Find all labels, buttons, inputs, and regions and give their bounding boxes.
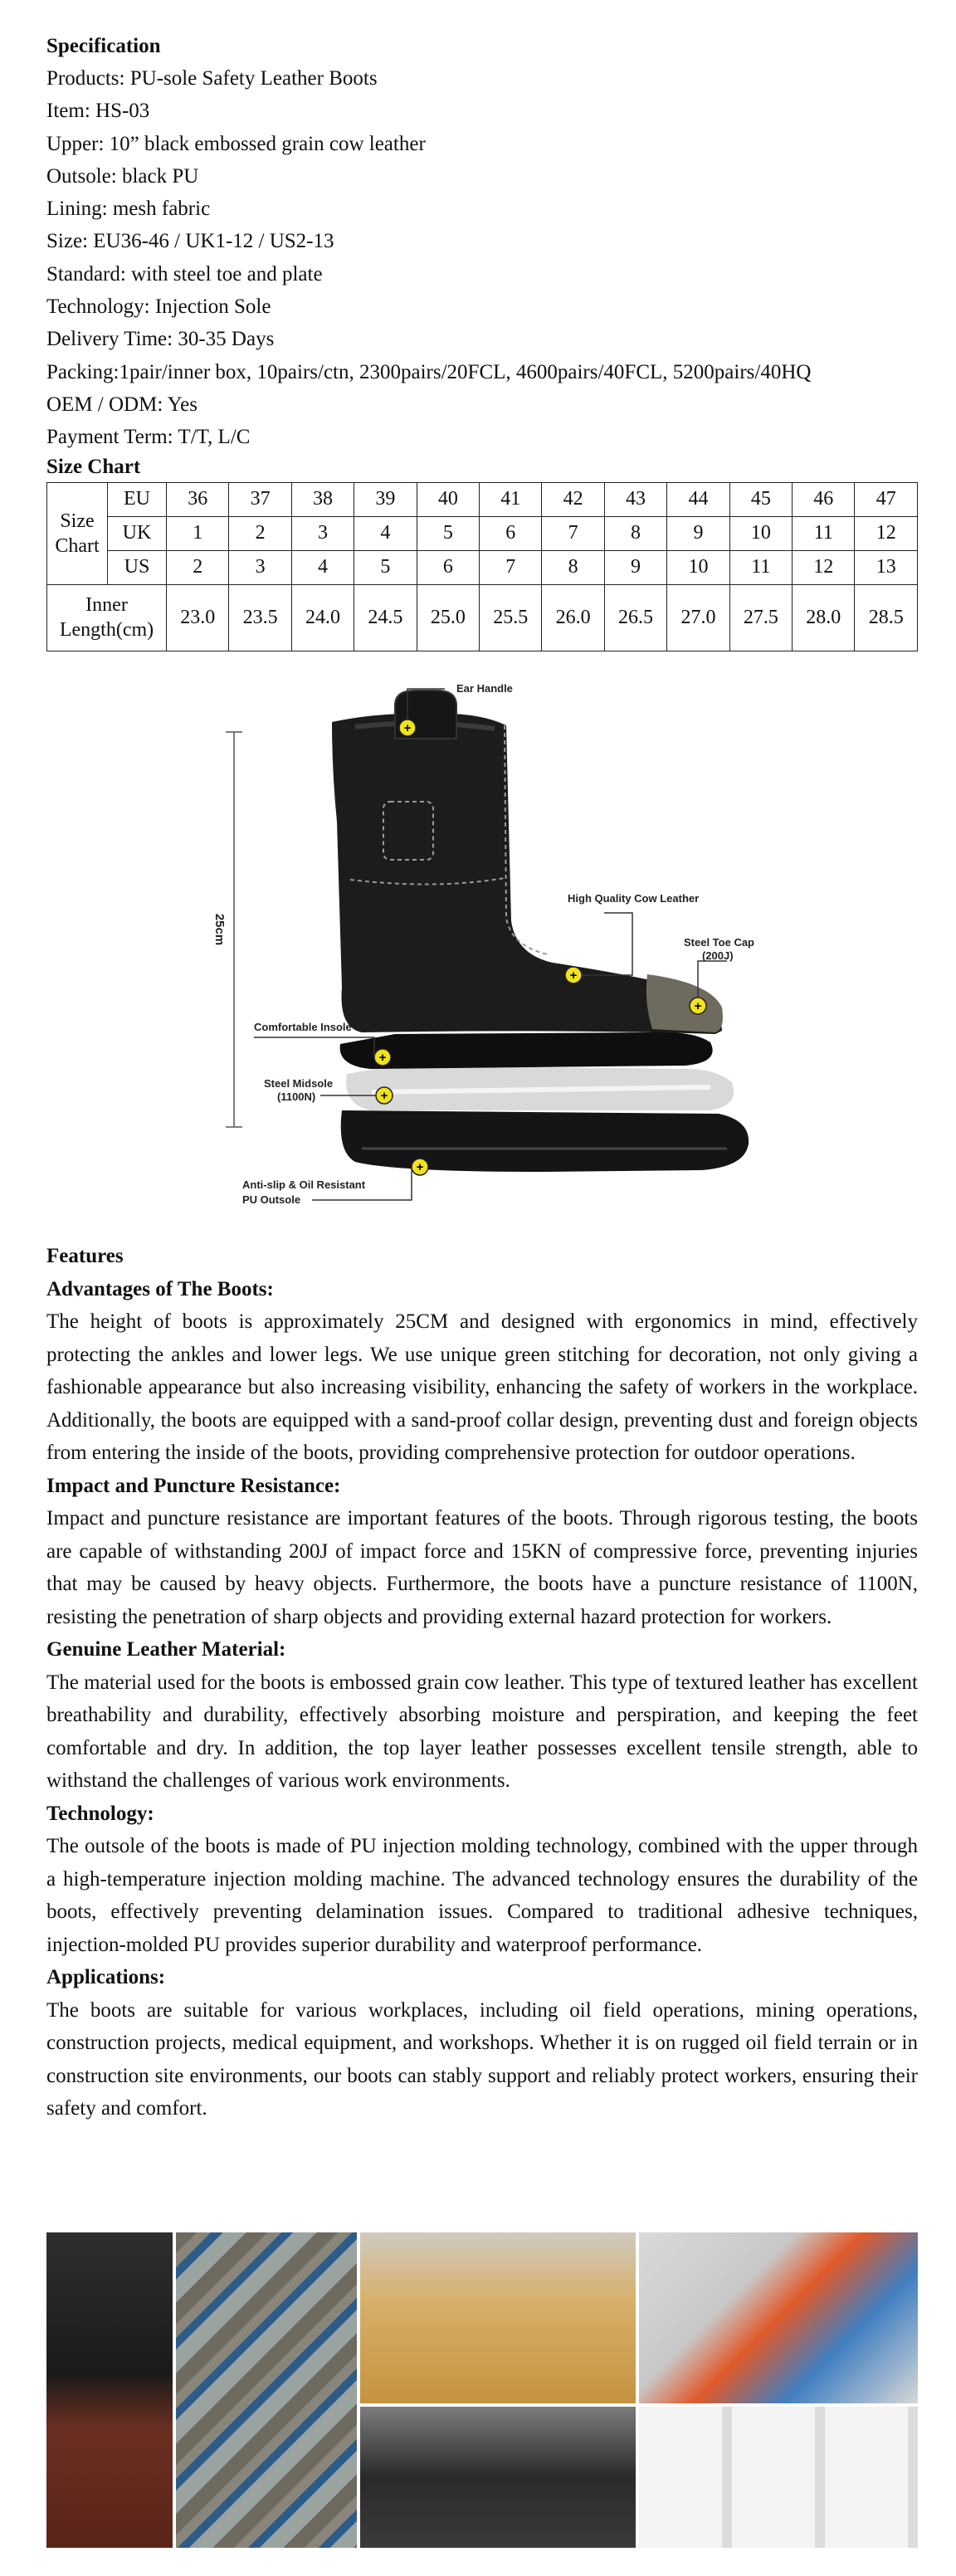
section-body: The material used for the boots is embossed grain cow leather. This type of textured leather has excellent breathability and durability, effectively absorbing moisture and perspiration, and keeping the feet comfortable and dry. In addition, the top layer leather possesses excellent tensile strength, able to withstand the challenges of various work environments.: [46, 1671, 918, 1792]
size-cell: 9: [604, 550, 666, 584]
size-cell: 47: [855, 482, 918, 516]
size-cell: 7: [480, 550, 542, 584]
size-cell: 13: [855, 550, 918, 584]
size-cell: 3: [291, 516, 354, 550]
size-cell: 8: [542, 550, 604, 584]
section-body: The height of boots is approximately 25CM and designed with ergonomics in mind, effectively protecting the ankles and lower legs. We use unique green stitching for decoration, not only giving a fashionable appearance but also increasing visibility, enhancing the safety of workers in the workplace. Additionally, the boots are equipped with a sand-proof collar design, preventing dust and foreign objects from entering the inside of the boots, providing comprehensive protection for outdoor operations.: [46, 1310, 918, 1464]
spec-list: [46, 62, 918, 454]
length-cell: 24.5: [354, 584, 417, 651]
photo-testing-equipment: [639, 2232, 918, 2403]
size-cell: 3: [229, 550, 291, 584]
size-cell: 5: [417, 516, 479, 550]
callout-ear-handle: Ear Handle: [456, 682, 513, 695]
length-cell: 27.0: [667, 584, 729, 651]
svg-text:+: +: [378, 1051, 387, 1065]
size-cell: 41: [480, 482, 542, 516]
photo-workshop-materials: [176, 2232, 357, 2548]
callout-steel-toe-sub: (200J): [702, 949, 734, 962]
size-cell: 46: [793, 482, 855, 516]
callout-midsole-sub: (1100N): [277, 1090, 316, 1103]
size-cell: 12: [793, 550, 855, 584]
size-cell: 7: [542, 516, 604, 550]
section-heading: Impact and Puncture Resistance:: [46, 1474, 341, 1497]
size-chart-table: [46, 482, 918, 651]
size-cell: 8: [604, 516, 666, 550]
callout-insole: Comfortable Insole: [254, 1021, 352, 1033]
spec-line: Outsole: black PU: [46, 164, 199, 188]
callout-marker: [690, 998, 706, 1014]
size-cell: 43: [604, 482, 666, 516]
section-heading: Technology:: [46, 1802, 154, 1825]
steel-toe-cap: [646, 974, 723, 1032]
callout-steel-toe: Steel Toe Cap: [684, 936, 755, 949]
section-heading: Genuine Leather Material:: [46, 1638, 286, 1661]
size-cell: 6: [480, 516, 542, 550]
callout-marker: [412, 1159, 428, 1175]
section-body: The outsole of the boots is made of PU injection molding technology, combined with the upper through a high-temperature injection molding machine. The advanced technology ensures the durability of the boots, effectively preventing delamination issues. Compared to traditional adhesive techniques, injection-molded PU provides superior durability and waterproof performance.: [46, 1835, 918, 1956]
length-cell: 28.5: [855, 584, 918, 651]
photo-tan-boots: [360, 2232, 636, 2403]
size-chart-title: Size Chart: [46, 455, 141, 478]
section-heading: Applications:: [46, 1966, 166, 1988]
height-label: 25cm: [212, 913, 227, 946]
spec-line: Size: EU36-46 / UK1-12 / US2-13: [46, 230, 334, 253]
size-cell: 37: [229, 482, 291, 516]
spec-line: Payment Term: T/T, L/C: [46, 426, 251, 449]
size-cell: 36: [167, 482, 229, 516]
length-cell: 26.5: [604, 584, 666, 651]
length-cell: 25.0: [417, 584, 479, 651]
svg-text:+: +: [569, 968, 578, 983]
size-cell: 42: [542, 482, 604, 516]
outsole-shape: [341, 1110, 749, 1172]
length-cell: 24.0: [291, 584, 354, 651]
callout-midsole: Steel Midsole: [264, 1077, 334, 1090]
length-cell: 23.0: [167, 584, 229, 651]
size-cell: 40: [417, 482, 479, 516]
spec-line: Technology: Injection Sole: [46, 295, 271, 319]
size-cell: 38: [291, 482, 354, 516]
section-body: The boots are suitable for various workplaces, including oil field operations, mining operations, construction projects, medical equipment, and workshops. Whether it is on rugged oil field terrain or in construction site environments, our boots can stably support and reliably protect workers, ensuring their safety and comfort.: [46, 1998, 918, 2120]
row-label-uk: UK: [108, 516, 167, 550]
table-row: [47, 516, 918, 550]
spec-line: Lining: mesh fabric: [46, 198, 211, 221]
section-body: Impact and puncture resistance are important features of the boots. Through rigorous testing, the boots are capable of withstanding 200J of impact force and 15KN of compressive force, preventing injuries that may be caused by heavy objects. Furthermore, the boots have a puncture resistance of 1100N, resisting the penetration of sharp objects and providing external hazard protection for workers.: [46, 1507, 918, 1628]
features-title: Features: [46, 1245, 124, 1267]
length-cell: 27.5: [729, 584, 792, 651]
photo-black-boots: [360, 2407, 636, 2548]
size-cell: 1: [167, 516, 229, 550]
size-cell: 44: [667, 482, 729, 516]
size-cell: 5: [354, 550, 417, 584]
leader-line: [582, 913, 632, 975]
svg-text:+: +: [380, 1089, 388, 1103]
boot-diagram: [46, 672, 918, 1220]
callout-marker: [376, 1087, 393, 1104]
size-cell: 2: [167, 550, 229, 584]
svg-text:+: +: [403, 721, 412, 735]
row-label-eu: EU: [108, 482, 167, 516]
spec-line: Upper: 10” black embossed grain cow leather: [46, 132, 426, 155]
size-cell: 10: [667, 550, 729, 584]
size-cell: 4: [354, 516, 417, 550]
size-cell: 45: [729, 482, 792, 516]
size-cell: 11: [729, 550, 792, 584]
size-cell: 2: [229, 516, 291, 550]
table-row: [47, 584, 918, 651]
spec-line: OEM / ODM: Yes: [46, 393, 198, 416]
callout-marker: [399, 720, 416, 736]
length-cell: 26.0: [542, 584, 604, 651]
specification-section: [46, 30, 918, 651]
spec-line: Products: PU-sole Safety Leather Boots: [46, 67, 378, 90]
size-cell: 12: [855, 516, 918, 550]
insole-shape: [340, 1032, 713, 1069]
table-row: [47, 550, 918, 584]
svg-text:+: +: [416, 1160, 424, 1174]
photo-collage: [46, 2232, 918, 2548]
length-cell: 25.5: [480, 584, 542, 651]
size-chart-label: Size Chart: [47, 482, 108, 584]
spec-title: Specification: [46, 35, 161, 57]
inner-length-label: Inner Length(cm): [47, 584, 167, 651]
photo-certificates: [639, 2407, 918, 2548]
callout-outsole-sub: PU Outsole: [242, 1193, 301, 1206]
features-section: [46, 1240, 918, 2125]
size-cell: 4: [291, 550, 354, 584]
callout-outsole: Anti-slip & Oil Resistant: [242, 1178, 366, 1191]
callout-marker: [374, 1049, 391, 1066]
length-cell: 28.0: [793, 584, 855, 651]
spec-line: Item: HS-03: [46, 100, 150, 123]
table-row: [47, 482, 918, 516]
size-cell: 10: [729, 516, 792, 550]
svg-text:+: +: [694, 999, 702, 1013]
row-label-us: US: [108, 550, 167, 584]
callout-cow-leather: High Quality Cow Leather: [568, 892, 700, 905]
size-cell: 6: [417, 550, 479, 584]
size-cell: 39: [354, 482, 417, 516]
size-cell: 11: [793, 516, 855, 550]
spec-line: Standard: with steel toe and plate: [46, 262, 323, 285]
callout-marker: [565, 967, 582, 983]
spec-line: Delivery Time: 30-35 Days: [46, 328, 275, 351]
size-cell: 9: [667, 516, 729, 550]
section-heading: Advantages of The Boots:: [46, 1277, 274, 1300]
photo-boots-rows: [46, 2232, 173, 2548]
spec-line: Packing:1pair/inner box, 10pairs/ctn, 2300pairs/20FCL, 4600pairs/40FCL, 5200pairs/40HQ: [46, 360, 812, 383]
length-cell: 23.5: [229, 584, 291, 651]
boot-diagram-svg: [46, 672, 918, 1220]
